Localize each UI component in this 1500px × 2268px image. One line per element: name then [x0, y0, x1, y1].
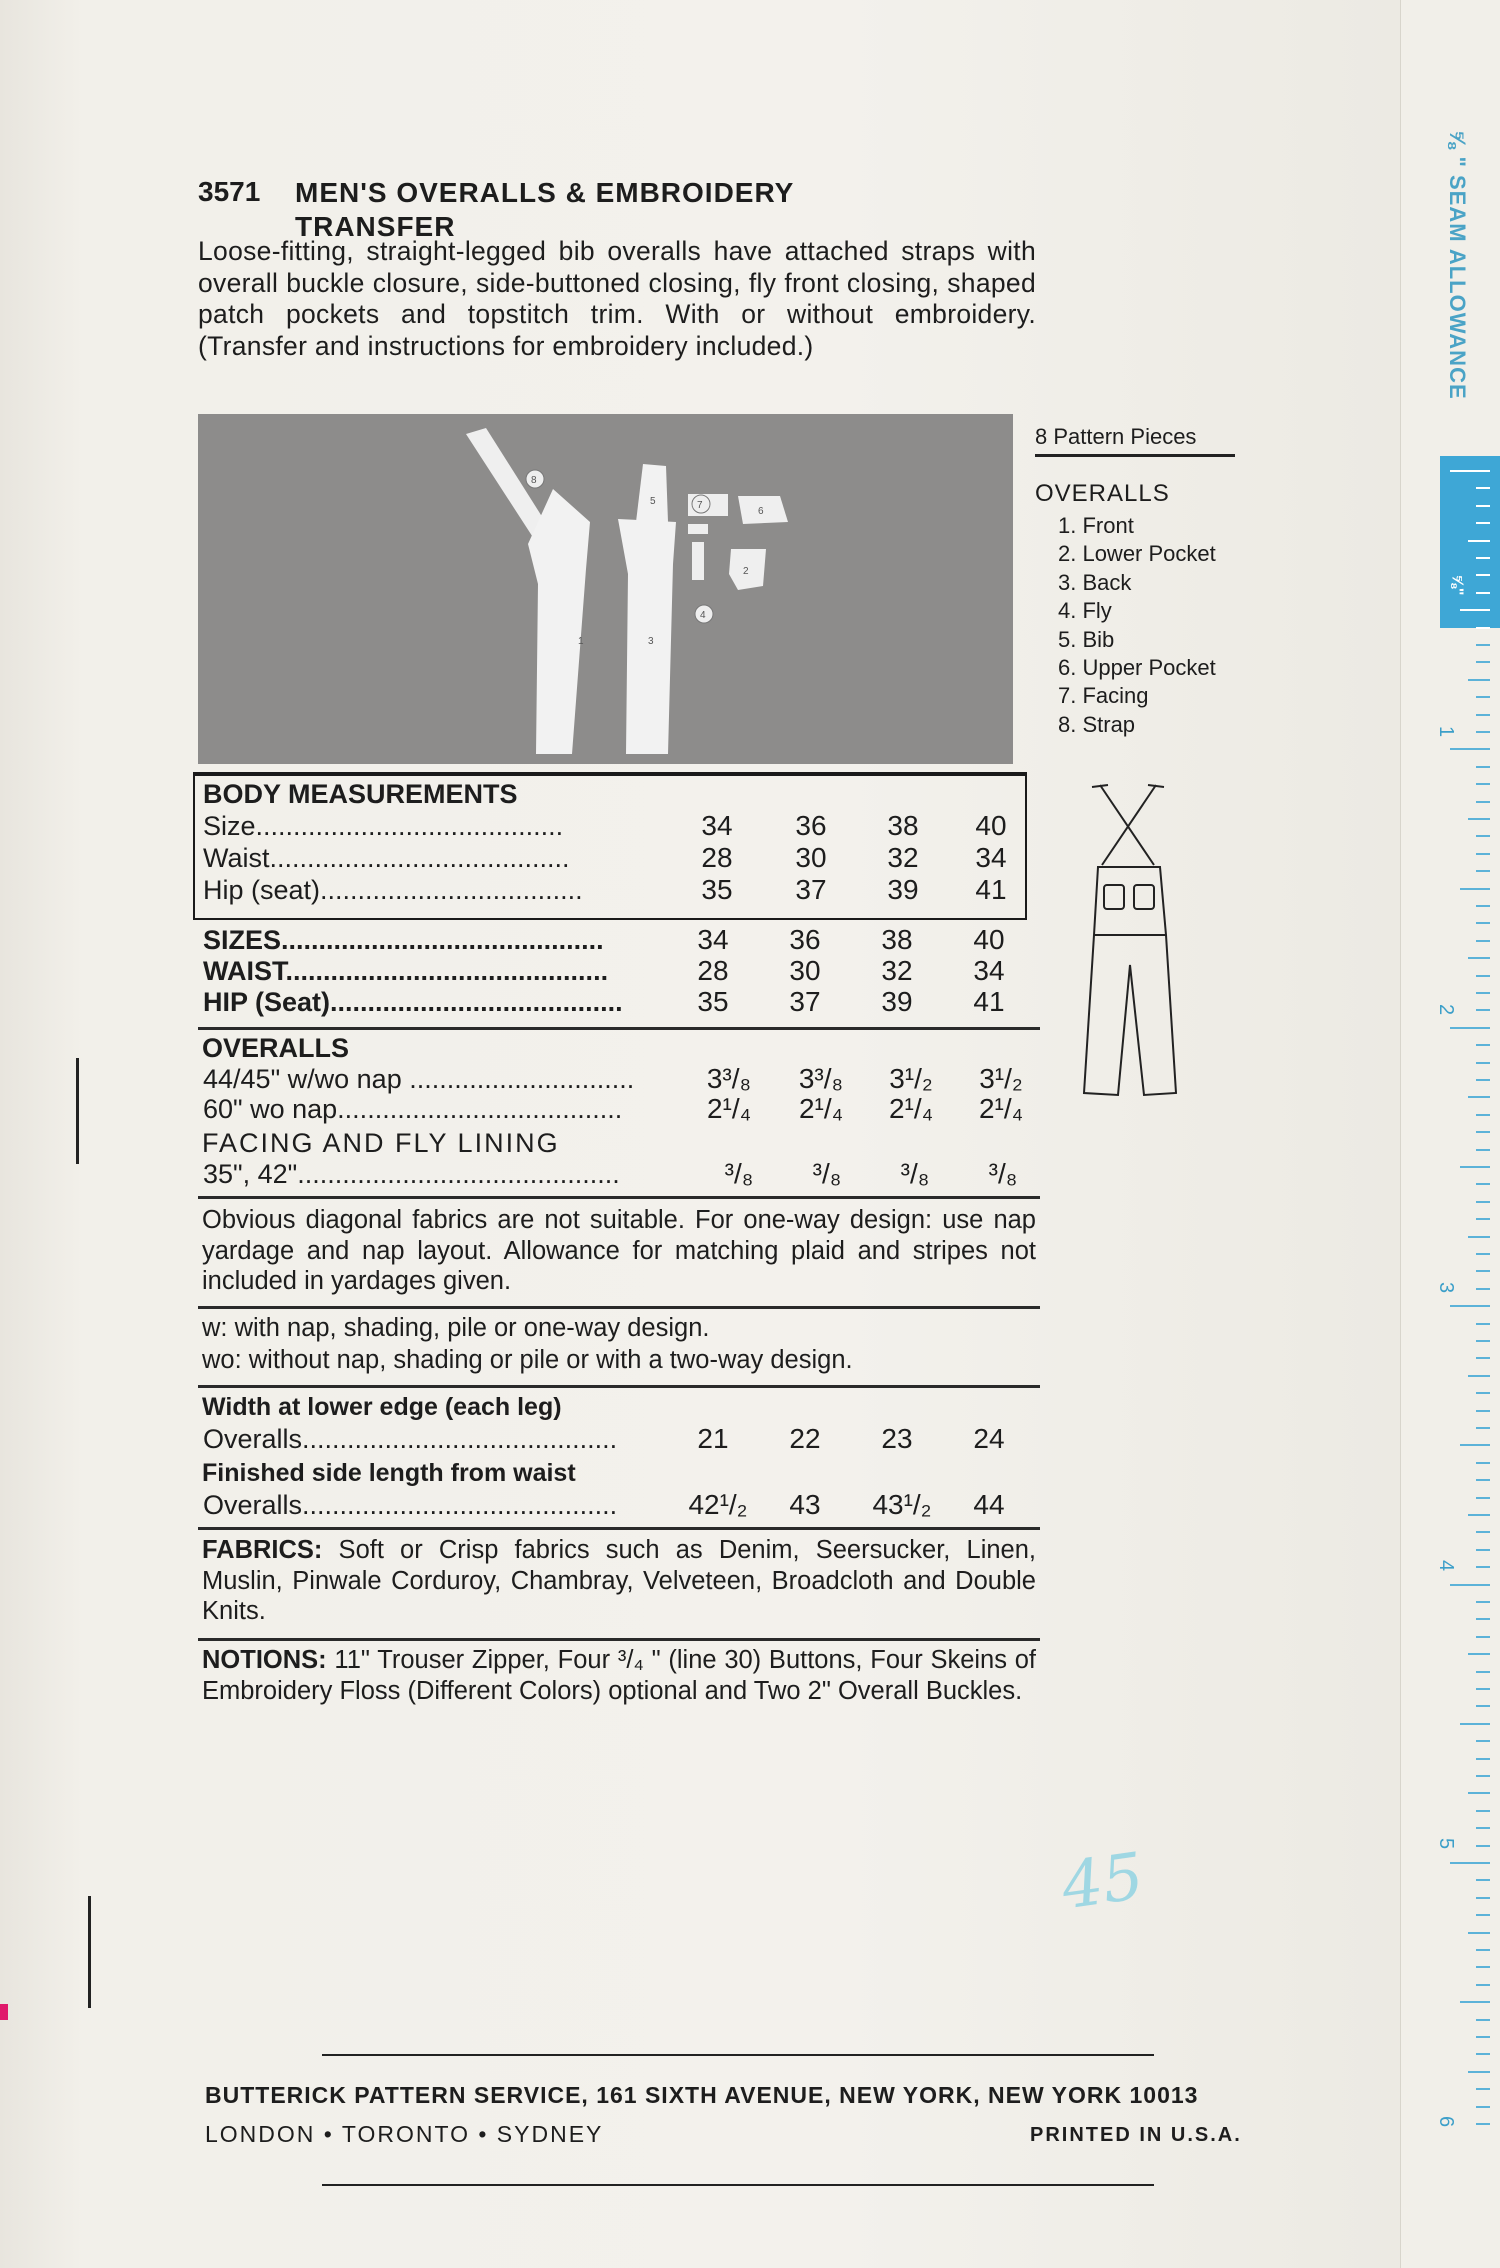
ruler-tick — [1476, 1340, 1490, 1342]
ruler-tick — [1476, 783, 1490, 785]
ruler-tick — [1476, 1323, 1490, 1325]
table-cell: ³/₈ — [724, 1158, 754, 1189]
pattern-pieces-group: OVERALLS — [1035, 480, 1170, 507]
ruler-tick — [1468, 1375, 1490, 1377]
ruler-tick — [1476, 627, 1490, 629]
ruler-tick — [1450, 1862, 1490, 1864]
table-cell: ³/₈ — [988, 1158, 1018, 1189]
ruler-tick — [1476, 1531, 1490, 1533]
overalls-back-view-drawing — [1058, 775, 1228, 1105]
ruler-tick — [1476, 1688, 1490, 1690]
divider — [198, 1196, 1040, 1199]
length-row — [195, 1489, 1035, 1521]
ruler-tick — [1468, 1932, 1490, 1934]
ruler-tick — [1476, 1549, 1490, 1551]
pattern-pieces-list — [1058, 512, 1216, 739]
ruler-tick — [1476, 731, 1490, 733]
ruler-tick — [1476, 1497, 1490, 1499]
with-nap-definition: w: with nap, shading, pile or one-way design. — [202, 1314, 710, 1342]
table-cell: 42¹/₂ — [688, 1489, 748, 1520]
pattern-number: 3571 — [198, 176, 261, 207]
ruler-tick — [1450, 470, 1490, 472]
ruler-tick — [1476, 1479, 1490, 1481]
width-row — [195, 1423, 1035, 1455]
ruler-tick — [1460, 1723, 1490, 1725]
ruler-tick — [1476, 1062, 1490, 1064]
facing-heading: FACING AND FLY LINING — [202, 1128, 560, 1158]
ruler-tick — [1476, 714, 1490, 716]
overalls-yardage-table — [195, 1063, 1035, 1127]
ruler-tick — [1476, 1044, 1490, 1046]
divider — [198, 1027, 1040, 1030]
ruler-tick — [1468, 818, 1490, 820]
table-row-label: WAIST........................................... — [203, 956, 609, 986]
table-cell: 22 — [789, 1423, 821, 1454]
ruler-tick — [1476, 853, 1490, 855]
ruler-tick — [1468, 1236, 1490, 1238]
publisher-cities: LONDON • TORONTO • SYDNEY — [205, 2121, 604, 2147]
ruler-tick — [1476, 505, 1490, 507]
ruler-tick — [1476, 1845, 1490, 1847]
ruler-tick — [1476, 940, 1490, 942]
ruler-tick — [1468, 679, 1490, 681]
pattern-pieces-illustration — [198, 414, 1013, 764]
list-item: 3. Back — [1058, 569, 1132, 595]
ruler-tick — [1476, 2106, 1490, 2108]
divider — [198, 1385, 1040, 1388]
notions-text: 11" Trouser Zipper, Four ³/₄ " (line 30) Buttons, Four Skeins of Embroidery Floss (Different Colors) optional and Two 2" Overall Buckles. — [202, 1646, 1036, 1705]
pattern-description: Loose-fitting, straight-legged bib overalls have attached straps with overall buckle closure, side-buttoned closing, fly front closing, shaped patch pockets and topstitch trim. With or without embroidery. (Transfer and instructions for embroidery included.) — [198, 236, 1036, 361]
pattern-pieces-photo — [198, 414, 1013, 764]
piece-marker: 2 — [743, 566, 749, 577]
ruler-tick — [1476, 1462, 1490, 1464]
list-item: 2. Lower Pocket — [1058, 541, 1216, 567]
fabrics-text: Soft or Crisp fabrics such as Denim, Seersucker, Linen, Muslin, Pinwale Corduroy, Chambray, Velveteen, Broadcloth and Double Knits. — [202, 1536, 1036, 1625]
divider — [198, 1638, 1040, 1641]
table-cell: 30 — [795, 842, 827, 873]
ruler-tick — [1476, 1270, 1490, 1272]
footer-divider — [322, 2054, 1154, 2056]
table-cell: 2¹/₄ — [978, 1093, 1024, 1124]
ruler-number: 4 — [1435, 1559, 1458, 1572]
ruler-tick — [1476, 2053, 1490, 2055]
sizes-table — [195, 924, 1035, 1024]
piece-marker: 1 — [578, 636, 584, 647]
fabrics-section — [202, 1535, 1036, 1627]
ruler-tick — [1476, 1966, 1490, 1968]
table-row-label: 35", 42"........................................... — [203, 1159, 620, 1189]
ruler-tick — [1476, 801, 1490, 803]
table-row-label: Overalls.......................................... — [203, 1490, 618, 1520]
ruler-tick — [1476, 1897, 1490, 1899]
table-row-label: Overalls.......................................... — [203, 1424, 618, 1454]
pattern-title: MEN'S OVERALLS & EMBROIDERY TRANSFER — [295, 177, 794, 242]
ruler-tick — [1476, 1758, 1490, 1760]
ruler-tick — [1476, 1114, 1490, 1116]
ruler-tick — [1468, 1514, 1490, 1516]
ruler-tick — [1476, 1984, 1490, 1986]
list-item: 7. Facing — [1058, 683, 1149, 709]
ruler-tick — [1476, 1566, 1490, 1568]
diagonal-fabric-note: Obvious diagonal fabrics are not suitable. For one-way design: use nap yardage and nap layout. Allowance for matching plaid and stripes not included in yardages given. — [202, 1206, 1036, 1295]
ruler-tick — [1476, 905, 1490, 907]
table-row-label: 44/45" w/wo nap .............................. — [203, 1064, 635, 1094]
ruler-tick — [1476, 1618, 1490, 1620]
without-nap-definition: wo: without nap, shading or pile or with a two-way design. — [202, 1346, 853, 1374]
footer-divider — [322, 2184, 1154, 2186]
ruler-tick — [1476, 1879, 1490, 1881]
table-cell: 40 — [973, 924, 1005, 955]
ruler-number: 3 — [1435, 1281, 1458, 1294]
table-row-label: Waist........................................ — [203, 843, 570, 873]
ruler-tick — [1476, 1218, 1490, 1220]
ruler-tick — [1476, 1149, 1490, 1151]
ruler-tick — [1460, 888, 1490, 890]
table-cell: 38 — [887, 810, 919, 841]
ruler-tick — [1476, 835, 1490, 837]
edge-mark — [0, 2004, 8, 2020]
ruler-tick — [1476, 1392, 1490, 1394]
table-cell: 36 — [789, 924, 821, 955]
ruler-tick — [1476, 487, 1490, 489]
ruler-tick — [1450, 1584, 1490, 1586]
table-cell: 44 — [973, 1489, 1005, 1520]
ruler-tick — [1468, 957, 1490, 959]
ruler-tick — [1476, 1201, 1490, 1203]
table-cell: 34 — [975, 842, 1007, 873]
ruler-tick — [1476, 1288, 1490, 1290]
facing-yardage-row — [195, 1158, 1035, 1190]
list-item: 6. Upper Pocket — [1058, 655, 1216, 681]
table-cell: 39 — [881, 986, 913, 1017]
body-measurements-table — [193, 772, 1027, 920]
ruler-tick — [1460, 2001, 1490, 2003]
table-cell: 43 — [789, 1489, 821, 1520]
edge-mark — [88, 1896, 91, 2008]
width-heading: Width at lower edge (each leg) — [202, 1393, 562, 1421]
ruler-tick — [1476, 1810, 1490, 1812]
overalls-heading: OVERALLS — [202, 1033, 350, 1063]
ruler-tick — [1476, 766, 1490, 768]
ruler-tick — [1476, 592, 1490, 594]
piece-marker: 4 — [700, 610, 706, 621]
list-item: 5. Bib — [1058, 626, 1115, 652]
ruler-tick — [1460, 1444, 1490, 1446]
table-cell: 2¹/₄ — [706, 1093, 752, 1124]
list-item: 4. Fly — [1058, 598, 1112, 624]
ruler-tick — [1476, 644, 1490, 646]
ruler-tick — [1476, 574, 1490, 576]
table-cell: ³/₈ — [900, 1158, 930, 1189]
table-cell: ³/₈ — [812, 1158, 842, 1189]
ruler-tick — [1476, 1427, 1490, 1429]
table-cell: 38 — [881, 924, 913, 955]
ruler-tick — [1476, 557, 1490, 559]
ruler-tick — [1450, 1027, 1490, 1029]
ruler-tick — [1460, 1166, 1490, 1168]
piece-marker: 6 — [758, 506, 764, 517]
ruler-tick — [1476, 1705, 1490, 1707]
printed-in: PRINTED IN U.S.A. — [1030, 2124, 1242, 2146]
ruler-tick — [1476, 1079, 1490, 1081]
table-cell: 3¹/₂ — [889, 1063, 933, 1094]
ruler-tick — [1468, 1653, 1490, 1655]
table-cell: 40 — [975, 810, 1007, 841]
ruler-tick — [1476, 522, 1490, 524]
piece-marker: 8 — [531, 475, 537, 486]
table-cell: 23 — [881, 1423, 913, 1454]
length-heading: Finished side length from waist — [202, 1459, 576, 1487]
table-cell: 35 — [701, 874, 733, 905]
divider — [198, 1527, 1040, 1530]
ruler-tick — [1476, 2036, 1490, 2038]
seam-allowance-label: ⅝ " SEAM ALLOWANCE — [1445, 130, 1470, 400]
ruler-tick — [1476, 696, 1490, 698]
ruler-number: 5 — [1435, 1837, 1458, 1850]
ruler-highlight — [1440, 456, 1500, 628]
body-measurements-heading: BODY MEASUREMENTS — [203, 779, 518, 809]
table-row-label: Size......................................... — [203, 811, 564, 841]
handwritten-mark: 45 — [1057, 1839, 1149, 1925]
table-cell: 34 — [697, 924, 729, 955]
table-cell: 28 — [701, 842, 733, 873]
table-cell: 35 — [697, 986, 729, 1017]
notions-section — [202, 1645, 1036, 1706]
ruler-inset-label: ⅝" — [1448, 574, 1466, 596]
ruler-tick — [1476, 1827, 1490, 1829]
fabrics-label: FABRICS: — [202, 1536, 323, 1564]
ruler-tick — [1476, 1357, 1490, 1359]
pattern-pieces-heading: 8 Pattern Pieces — [1035, 424, 1235, 457]
list-item: 8. Strap — [1058, 711, 1136, 737]
ruler-tick — [1476, 2019, 1490, 2021]
ruler-tick — [1476, 1009, 1490, 1011]
ruler-number: 6 — [1435, 2115, 1458, 2128]
table-cell: 3¹/₂ — [979, 1063, 1023, 1094]
table-cell: 32 — [881, 955, 913, 986]
ruler-tick — [1476, 1183, 1490, 1185]
table-cell: 3³/₈ — [798, 1063, 844, 1094]
notions-label: NOTIONS: — [202, 1646, 327, 1674]
ruler-tick — [1476, 1740, 1490, 1742]
table-row-label: SIZES........................................... — [203, 925, 604, 955]
table-row-label: HIP (Seat)....................................... — [203, 987, 623, 1017]
table-cell: 28 — [697, 955, 729, 986]
ruler-tick — [1468, 1096, 1490, 1098]
table-cell: 41 — [975, 874, 1007, 905]
ruler-tick — [1476, 1671, 1490, 1673]
table-cell: 34 — [701, 810, 733, 841]
ruler-tick — [1476, 1949, 1490, 1951]
list-item: 1. Front — [1058, 513, 1134, 538]
ruler-tick — [1476, 1410, 1490, 1412]
table-row-label: 60" wo nap...................................... — [203, 1094, 623, 1124]
table-cell: 36 — [795, 810, 827, 841]
ruler-tick — [1476, 975, 1490, 977]
table-cell: 2¹/₄ — [798, 1093, 844, 1124]
table-cell: 2¹/₄ — [888, 1093, 934, 1124]
table-cell: 37 — [789, 986, 821, 1017]
table-cell: 41 — [973, 986, 1005, 1017]
ruler-tick — [1476, 1636, 1490, 1638]
ruler-tick — [1476, 992, 1490, 994]
piece-marker: 3 — [648, 636, 654, 647]
table-cell: 24 — [973, 1423, 1005, 1454]
table-cell: 3³/₈ — [706, 1063, 752, 1094]
ruler-tick — [1476, 661, 1490, 663]
ruler-tick — [1476, 2123, 1490, 2125]
divider — [198, 1306, 1040, 1309]
ruler-tick — [1476, 922, 1490, 924]
table-row-label: Hip (seat)................................... — [203, 875, 583, 905]
ruler-tick — [1450, 1305, 1490, 1307]
ruler-tick — [1468, 540, 1490, 542]
ruler-tick — [1476, 870, 1490, 872]
ruler-tick — [1468, 1792, 1490, 1794]
table-cell: 32 — [887, 842, 919, 873]
table-cell: 43¹/₂ — [872, 1489, 932, 1520]
ruler-tick — [1476, 2088, 1490, 2090]
ruler-number: 1 — [1435, 725, 1458, 738]
table-cell: 34 — [973, 955, 1005, 986]
ruler-tick — [1476, 1253, 1490, 1255]
ruler-tick — [1476, 1131, 1490, 1133]
ruler-tick — [1476, 1914, 1490, 1916]
ruler-number: 2 — [1435, 1003, 1458, 1016]
piece-marker: 5 — [650, 496, 656, 507]
ruler-tick — [1476, 1601, 1490, 1603]
table-cell: 37 — [795, 874, 827, 905]
ruler-tick — [1468, 2071, 1490, 2073]
table-cell: 30 — [789, 955, 821, 986]
ruler-tick — [1450, 748, 1490, 750]
table-cell: 39 — [887, 874, 919, 905]
publisher-address: BUTTERICK PATTERN SERVICE, 161 SIXTH AVENUE, NEW YORK, NEW YORK 10013 — [205, 2082, 1199, 2108]
ruler-tick — [1476, 1775, 1490, 1777]
edge-mark — [76, 1058, 79, 1164]
table-cell: 21 — [697, 1423, 729, 1454]
piece-marker: 7 — [697, 500, 703, 511]
ruler-tick — [1460, 609, 1490, 611]
